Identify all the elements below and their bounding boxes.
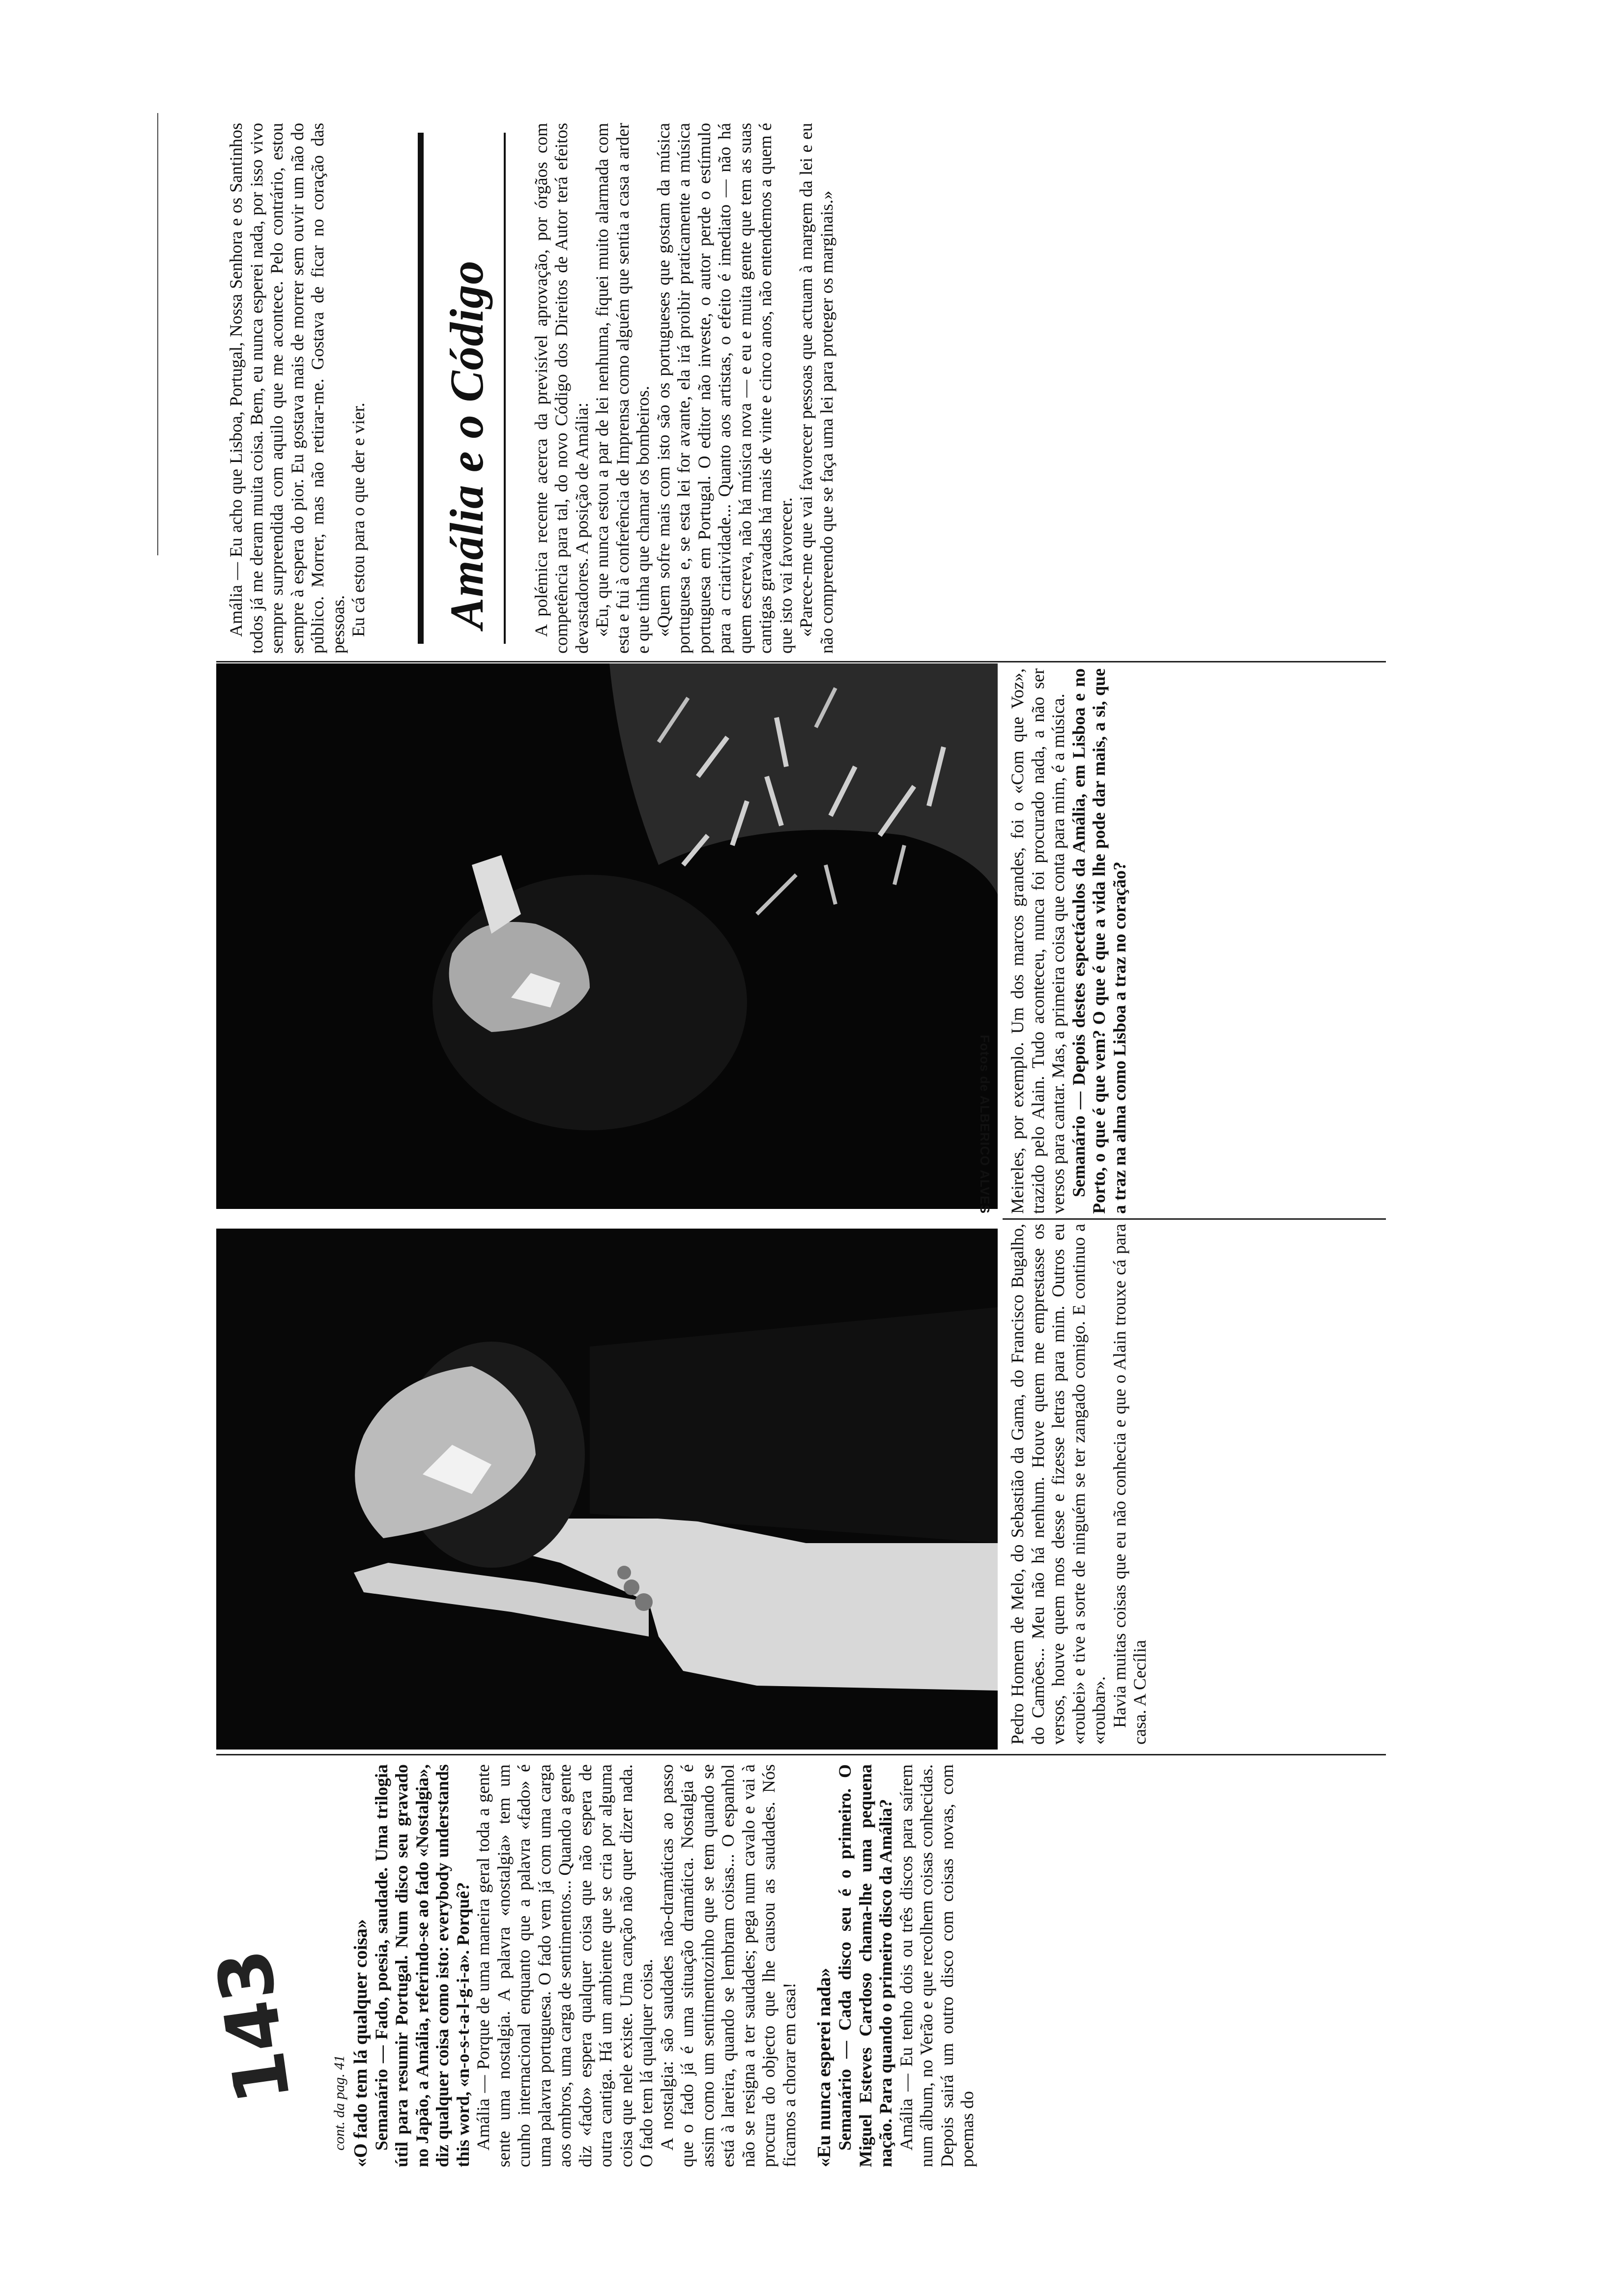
codigo-para-3: «Quem sofre mais com isto são os portugueses que gostam da música portuguesa e, se esta lei for avante, ela irá proibir praticamente a música portuguesa em Portugal. O editor não investe, o autor perde o estímulo para a criatividade... Quanto aos artistas, o efeito é imediato — não há quem escreva, não há música nova — e eu e muita gente que tem as suas cantigas gravadas há mais de vinte e cinco anos, não entendemos a quem é que isto vai favorecer.: [653, 123, 796, 654]
kicker-nunca-esperei: «Eu nunca esperei nada»: [814, 1968, 835, 2167]
headline-rule-top: [418, 133, 424, 644]
handwritten-page-number: 143: [201, 1944, 307, 2109]
col3-para-1: Meireles, por exemplo. Um dos marcos grandes, foi o «Com que Voz», trazido pelo Alain. Tudo aconteceu, nunca foi procurado nada, a não ser versos para cantar. Mas, a primeira coisa que conta para mim, é a música.: [1008, 668, 1068, 1214]
column-1: [329, 1764, 1386, 2167]
question-2: Semanário — Cada disco seu é o primeiro. O Miguel Esteves Cardoso chama-lhe uma pequena nação. Para quando o primeiro disco da Amália?: [835, 1764, 895, 2167]
col2-para-2: Havia muitas coisas que eu não conhecia e que o Alain trouxe cá para casa. A Cecília: [1109, 1224, 1150, 1745]
photo-amalia-singing: [216, 663, 998, 1209]
codigo-para-1: A polémica recente acerca da previsível aprovação, por órgãos com competência para tal, do novo Código dos Direitos de Autor terá efeitos devastadores. A posição de Amália:: [531, 123, 592, 654]
answer-3b: Eu cá estou para o que der e vier.: [348, 402, 368, 637]
photo-amalia-arms: [216, 1229, 998, 1750]
column-4: [226, 123, 1381, 654]
headline-rule-bottom: [504, 133, 506, 644]
kicker-fado: «O fado tem lá qualquer coisa»: [350, 1919, 371, 2167]
photo-credit: Fotos de ALBERICO ALVES: [978, 1034, 992, 1214]
question-3: Semanário — Depois destes espectáculos da Amália, em Lisboa e no Porto, o que é que vem? O que é que a vida lhe pode dar mais, a si, que a traz na alma como Lisboa a traz no coração?: [1068, 668, 1129, 1214]
question-1: Semanário — Fado, poesia, saudade. Uma trilogia útil para resumir Portugal. Num disco seu gravado no Japão, a Amália, referindo-se ao fado «Nostalgia», diz qualquer coisa como isto: everybody understands this word, «n-o-s-t-a-l-g-i-a». Porquê?: [371, 1764, 473, 2167]
scan-edge-line: [157, 113, 158, 555]
answer-2: Amália — Eu tenho dois ou três discos para saírem num álbum, no Verão e que recolhem coisas conhecidas. Depois sairá um outro disco com coisas novas, com poemas do: [896, 1764, 977, 2167]
column-divider: [216, 661, 1386, 662]
col2-para-1: Pedro Homem de Melo, do Sebastião da Gama, do Francisco Bugalho, do Camões... Meu não há nenhum. Houve quem me emprestasse os versos, houve quem mos desse e fizesse letras para mim. Outros eu «roubei» e tive a sorte de ninguém se ter zangado comigo. E continuo a «roubar».: [1008, 1224, 1109, 1745]
headline-amalia-codigo: Amália e o Código: [440, 260, 493, 629]
column-divider: [1003, 1218, 1386, 1220]
column-divider: [216, 1754, 1386, 1755]
codigo-para-4: «Parece-me que vai favorecer pessoas que actuam à margem da lei e eu não compreendo que se faça uma lei para proteger os marginais.»: [796, 123, 836, 654]
continuation-note: cont. da pag. 41: [331, 2055, 347, 2151]
answer-1b: A nostalgia: são saudades não-dramáticas ao passo que o fado já é uma situação dramática. Nostalgia é assim como um sentimentozinho que se tem quando se está à lareira, quando se lembram coisas... O espanhol não se resigna a ter saudades; pega num cavalo e vai à procura do objecto que lhe causou as saudades. Nós ficamos a chorar em casa!: [657, 1764, 799, 2167]
column-3: [1008, 668, 1381, 1214]
answer-3: Amália — Eu acho que Lisboa, Portugal, Nossa Senhora e os Santinhos todos já me deram muita coisa. Bem, eu nunca esperei nada, por isso vivo sempre surpreendida com aquilo que me acontece. Pelo contrário, estou sempre à espera do pior. Eu gostava mais de morrer sem ouvir um não do público. Morrer, mas não retirar-me. Gostava de ficar no coração das pessoas.: [226, 123, 348, 654]
newspaper-page: [201, 113, 1386, 2177]
codigo-para-2: «Eu, que nunca estou a par de lei nenhuma, fiquei muito alarmada com esta e fui à conferência de Imprensa como alguém que sentia a casa a arder e que tinha que chamar os bombeiros.: [592, 123, 653, 654]
column-2: [1008, 1224, 1381, 1745]
answer-1: Amália — Porque de uma maneira geral toda a gente sente uma nostalgia. A palavra «nostalgia» tem um cunho internacional enquanto que a palavra «fado» é uma palavra portuguesa. O fado vem já com uma carga aos ombros, uma carga de sentimentos... Quando a gente diz «fado» espera qualquer coisa que não espera de outra cantiga. Há um ambiente que se cria por alguma coisa que nele existe. Uma canção não quer dizer nada. O fado tem lá qualquer coisa.: [473, 1764, 656, 2167]
